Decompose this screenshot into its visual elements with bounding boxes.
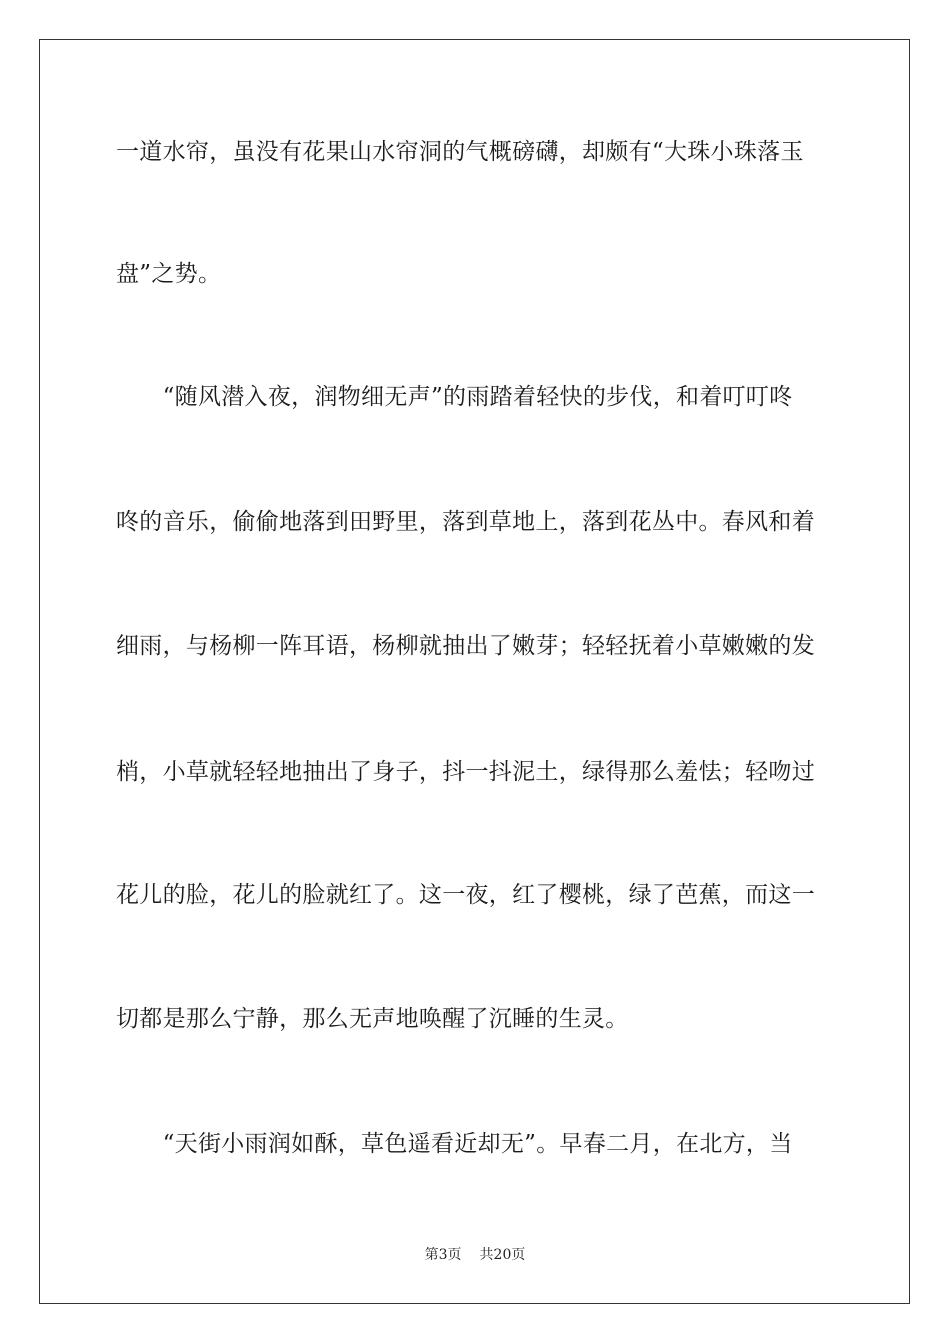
text-line: 梢，小草就轻轻地抽出了身子，抖一抖泥土，绿得那么羞怯；轻吻过	[116, 759, 815, 785]
text-line: “随风潜入夜，润物细无声”的雨踏着轻快的步伐，和着叮叮咚	[116, 384, 793, 410]
text-line: 切都是那么宁静，那么无声地唤醒了沉睡的生灵。	[116, 1006, 629, 1032]
page-total: 共20页	[479, 1247, 526, 1263]
text-line: “天街小雨润如酥，草色遥看近却无”。早春二月，在北方，当	[116, 1131, 793, 1157]
page-number: 第3页	[424, 1247, 462, 1263]
page-footer	[0, 1245, 950, 1265]
text-line: 咚的音乐，偷偷地落到田野里，落到草地上，落到花丛中。春风和着	[116, 509, 815, 535]
text-line: 盘”之势。	[116, 261, 222, 287]
text-line: 细雨，与杨柳一阵耳语，杨柳就抽出了嫩芽；轻轻抚着小草嫩嫩的发	[116, 633, 815, 659]
page-border	[39, 39, 910, 1304]
text-line: 花儿的脸，花儿的脸就红了。这一夜，红了樱桃，绿了芭蕉，而这一	[116, 882, 815, 908]
text-line: 一道水帘，虽没有花果山水帘洞的气概磅礴，却颇有“大珠小珠落玉	[116, 139, 804, 165]
